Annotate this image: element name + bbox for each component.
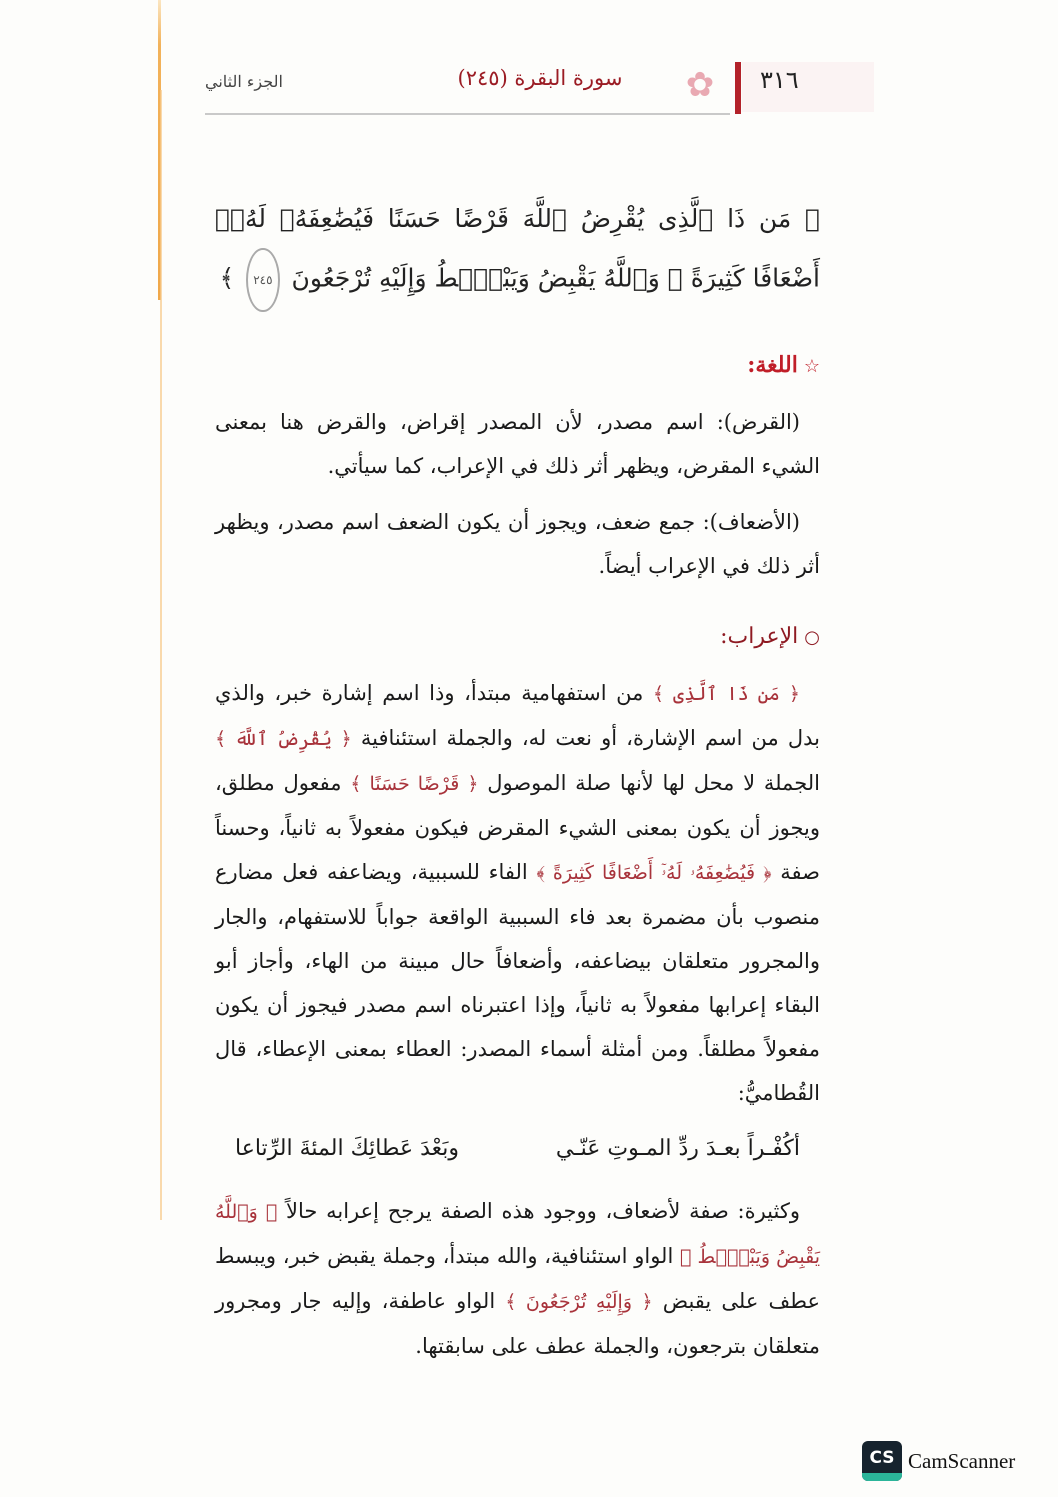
paragraph-adaaf: (الأضعاف): جمع ضعف، ويجوز أن يكون الضعف اسم مصدر، ويظهر أثر ذلك في الإعراب أيضاً. <box>215 510 820 578</box>
heading-text: اللغة: <box>747 352 798 378</box>
quote: ﴿ وَٱللَّهُ يَقْبِضُ وَيَبْصُۜطُ ﴾ <box>215 1201 820 1268</box>
quote: ﴿ يُقْرِضُ ٱللَّهَ ﴾ <box>215 728 352 750</box>
page-binding-line <box>160 90 162 1220</box>
poetry-verse <box>235 1129 800 1169</box>
camscanner-name: CamScanner <box>908 1448 1016 1473</box>
poem-second-hemistich: وبَعْدَ عَطائِكَ المئةَ الرِّتاعا <box>235 1136 460 1161</box>
verse-text: ﴿ مَن ذَا ٱلَّذِى يُقْرِضُ ٱللَّهَ قَرْضًا حَسَنًا فَيُضَٰعِفَهُۥ لَهُۥٓ أَضْعَافًا كَثِيرَةً ۚ وَٱللَّهُ يَقْبِضُ وَيَبْصُۜطُ وَإِلَيْهِ تُرْجَعُونَ <box>215 204 820 293</box>
header-red-bar <box>735 62 741 114</box>
surah-title: سورة البقرة (٢٤٥) <box>457 66 623 90</box>
quote: ﴿ مَن ذَا ٱلَّذِى ﴾ <box>652 683 800 705</box>
star-icon: ☆ <box>803 356 820 377</box>
paragraph-irab-1 <box>215 671 820 1115</box>
quote: ﴿ قَرْضًا حَسَنًا ﴾ <box>350 773 479 795</box>
quran-verse <box>215 190 820 312</box>
quote: ﴿ وَإِلَيْهِ تُرْجَعُونَ ﴾ <box>505 1291 653 1313</box>
poem-first-hemistich: أكُفْـراً بعـدَ ردِّ المـوتِ عَنّـي <box>555 1136 800 1161</box>
verse-number-icon: ٢٤٥ <box>246 248 279 312</box>
heading-text: الإعراب: <box>720 624 799 649</box>
text: من استفهامية مبتدأ، وذا اسم إشارة خبر، والذي بدل من اسم الإشارة، أو نعت له، والجملة استئنافية <box>215 681 820 750</box>
paragraph-qard: (القرض): اسم مصدر، لأن المصدر إقراض، والقرض هنا بمعنى الشيء المقرض، ويظهر أثر ذلك في الإعراب، كما سيأتي. <box>215 410 820 478</box>
camscanner-logo-icon: CS <box>862 1441 902 1481</box>
page-content <box>215 190 820 1380</box>
circle-icon: ○ <box>804 627 820 648</box>
flower-ornament-icon: ✿ <box>685 65 715 105</box>
text: الواو عاطفة، وإليه جار ومجرور متعلقان بترجعون، والجملة عطف على سابقتها. <box>215 1289 820 1358</box>
page-number: ٣١٦ <box>760 66 799 94</box>
text: الفاء للسببية، ويضاعفه فعل مضارع منصوب بأن مضمرة بعد فاء السببية الواقعة جواباً للاستفهام، والجار والمجرور متعلقان بيضاعفه، وأضعافاً حال مبينة من الهاء، وأجاز أبو البقاء إعرابها مفعولاً به ثانياً، وإذا اعتبرناه اسم مصدر فيجوز أن يكون مفعولاً مطلقاً. ومن أمثلة أسماء المصدر: العطاء بمعنى الإعطاء، قال القُطاميُّ: <box>215 860 820 1105</box>
text: وكثيرة: صفة لأضعاف، ووجود هذه الصفة يرجح إعرابه حالاً <box>277 1199 800 1223</box>
text: الجملة لا محل لها لأنها صلة الموصول <box>478 771 820 795</box>
section-heading-lugha <box>215 352 820 378</box>
verse-close-bracket: ﴾ <box>219 263 235 293</box>
text: مفعول مطلق، ويجوز أن يكون بمعنى الشيء المقرض فيكون مفعولاً به ثانياً، وحسناً صفة <box>215 771 821 884</box>
camscanner-watermark <box>862 1441 1015 1481</box>
part-title: الجزء الثاني <box>205 72 283 91</box>
header-divider <box>205 113 730 115</box>
quote: ﴿ فَيُضَٰعِفَهُۥ لَهُۥٓ أَضْعَافًا كَثِيرَةً ﴾ <box>536 862 772 884</box>
paragraph-irab-2 <box>215 1189 820 1368</box>
section-heading-irab <box>215 624 820 649</box>
text: الواو استئنافية، والله مبتدأ، وجملة يقبض خبر، ويبسط عطف على يقبض <box>215 1244 821 1313</box>
